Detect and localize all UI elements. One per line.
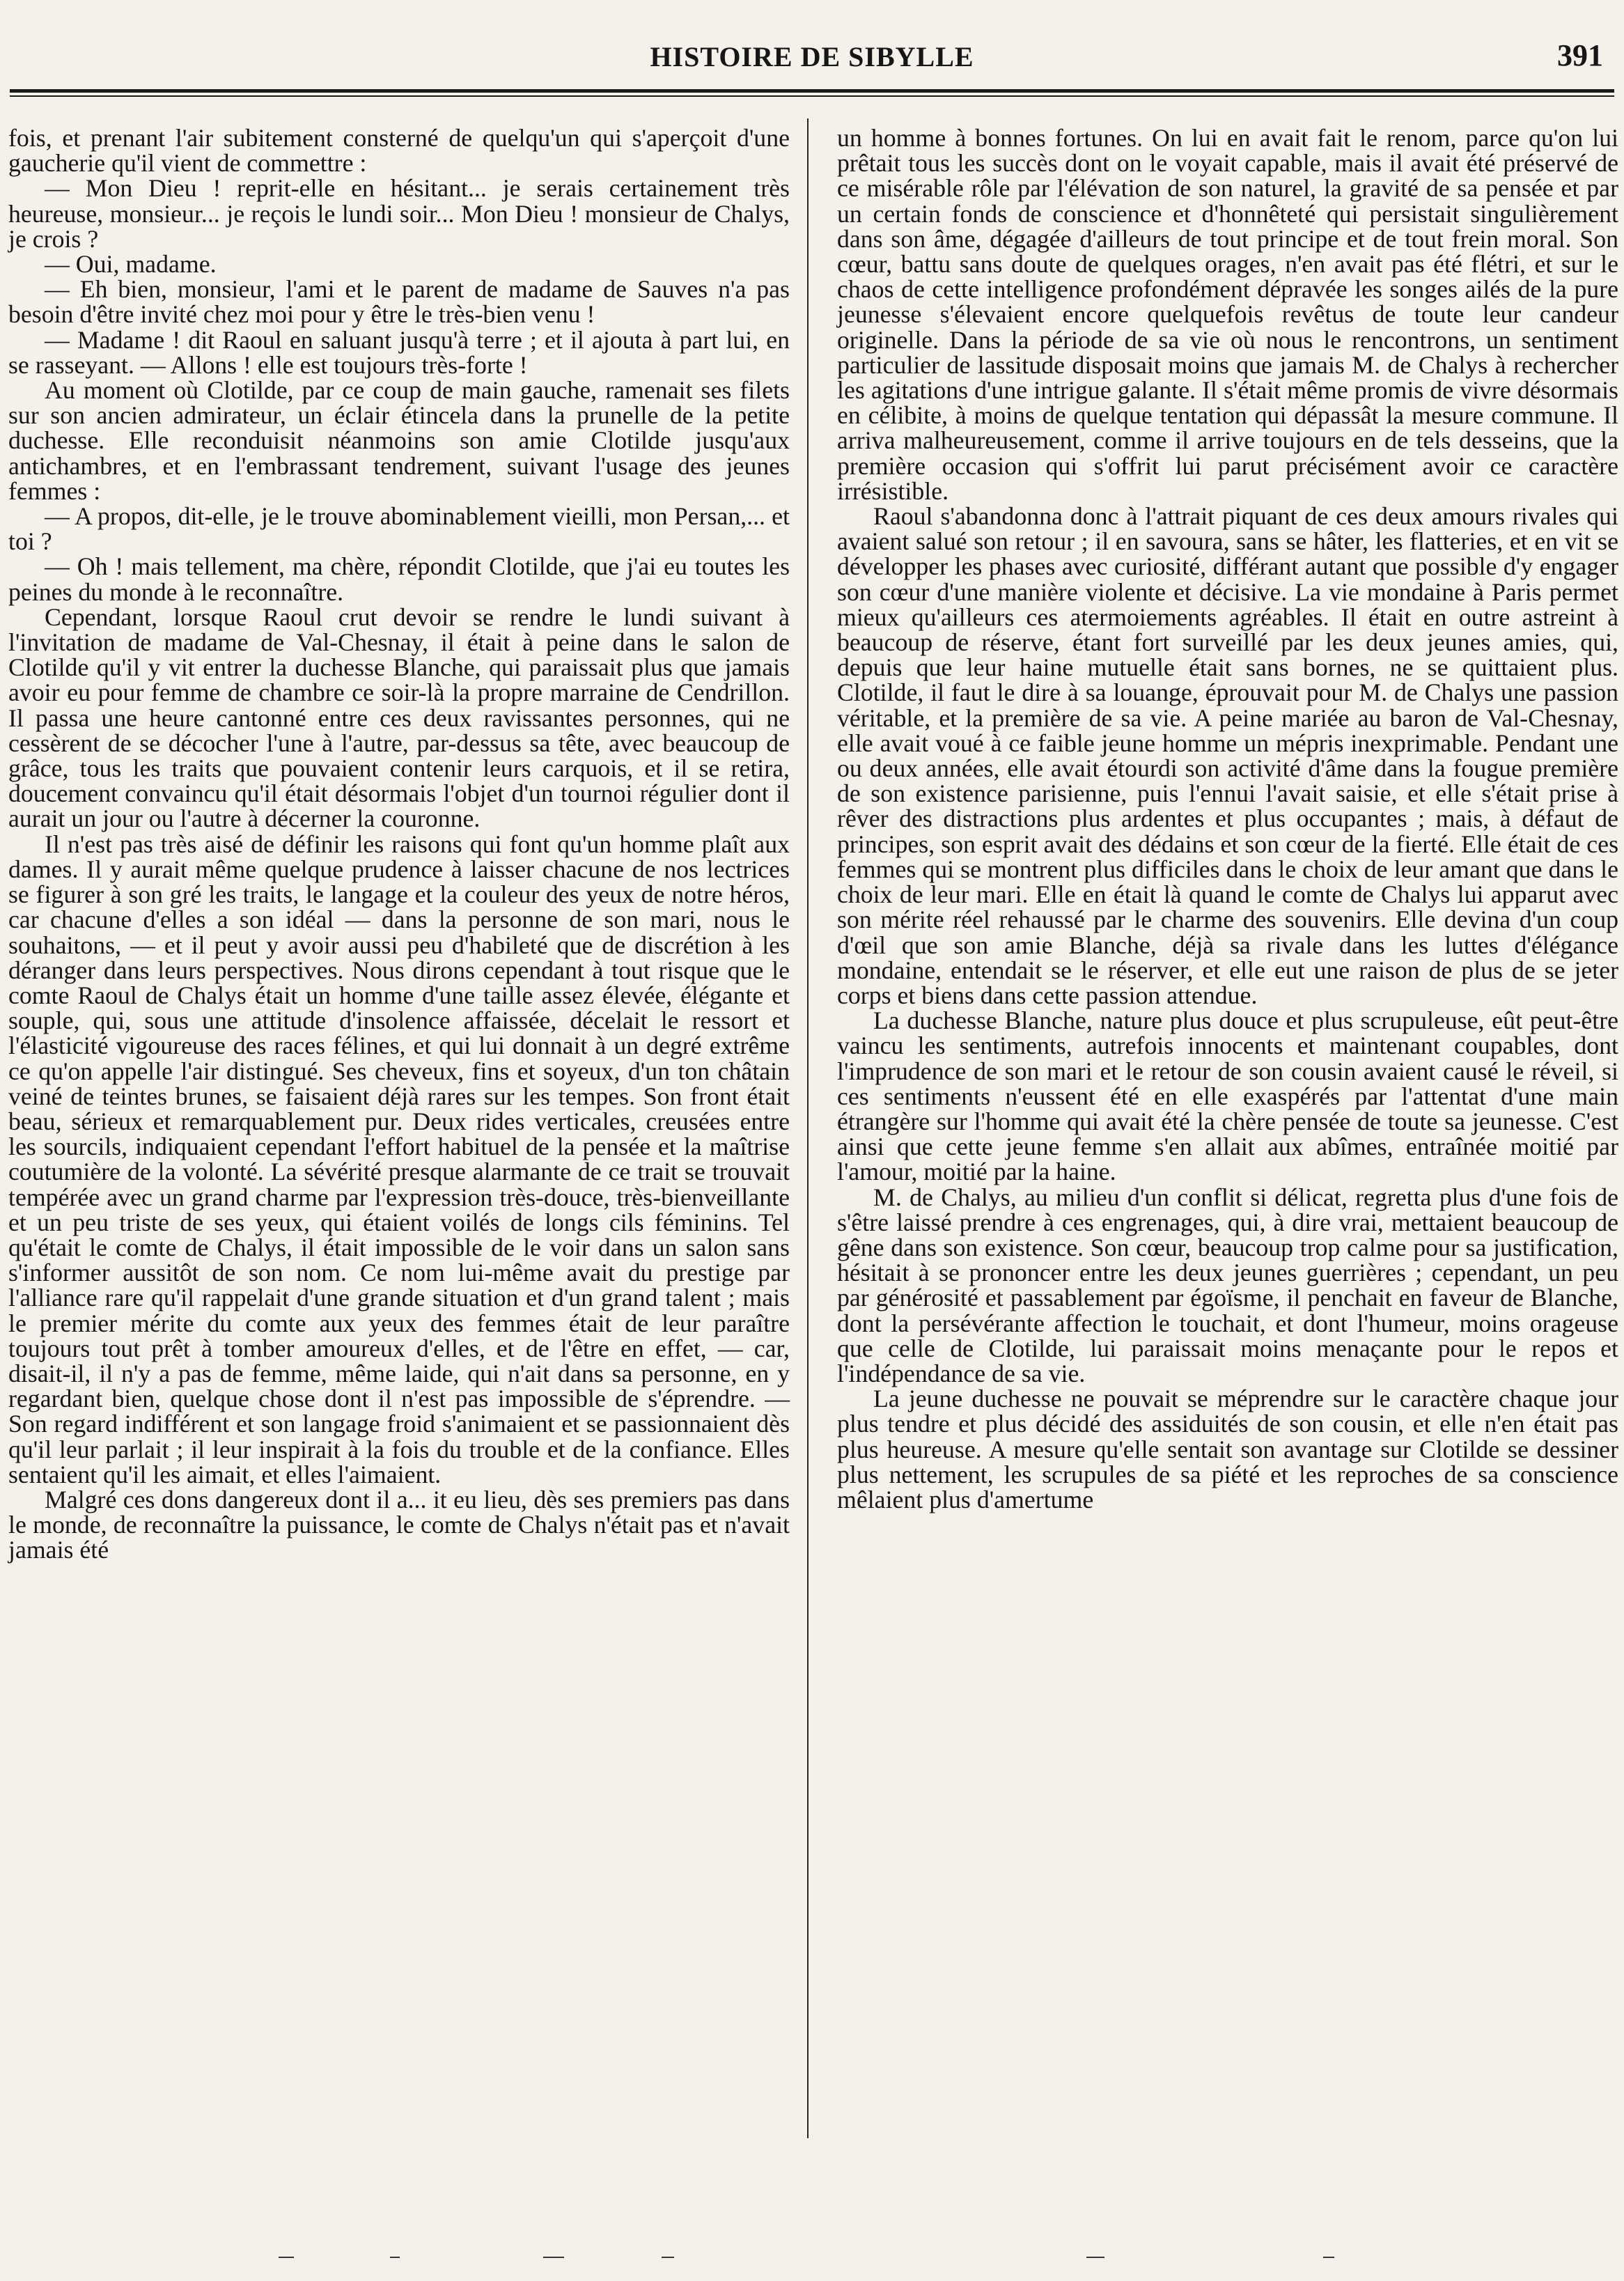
right-column xyxy=(837,125,1618,1512)
column-divider xyxy=(807,118,809,2138)
left-column-paragraph: Il n'est pas très aisé de définir les raisons qui font qu'un homme plaît aux dames. Il y aurait même quelque prudence à laisser chacune de nos lectrices se figurer à son gré les traits, le langage et la couleur des yeux de notre héros, car chacune d'elles a son idéal — dans la personne de son mari, nous le souhaitons, — et il peut y avoir aussi peu d'habileté que de discrétion à les déranger dans leurs perspectives. Nous dirons cependant à tout risque que le comte Raoul de Chalys était un homme d'une taille assez élevée, élégante et souple, qui, sous une attitude d'insolence affaissée, décelait le ressort et l'élasticité vigoureuse des races félines, et qui lui donnait à un degré extrême ce qu'on appelle l'air distingué. Ses cheveux, fins et soyeux, d'un ton châtain veiné de teintes brunes, se faisaient déjà rares sur les tempes. Son front était beau, sérieux et remarquablement pur. Deux rides verticales, creusées entre les sourcils, indiquaient cependant l'effort habituel de la pensée et la maîtrise coutumière de la volonté. La sévérité presque alarmante de ce trait se trouvait tempérée avec un grand charme par l'expression très-douce, très-bienveillante et un peu triste de ses yeux, qui étaient voilés de longs cils féminins. Tel qu'était le comte de Chalys, il était impossible de le voir dans un salon sans s'informer aussitôt de son nom. Ce nom lui-même avait du prestige par l'alliance rare qu'il rappelait d'une grande situation et d'un grand talent ; mais le premier mérite du comte aux yeux des femmes était de leur paraître toujours tout prêt à tomber amoureux d'elles, et de l'être en effet, — car, disait-il, il n'y a pas de femme, même laide, qui n'ait dans sa personne, en y regardant bien, quelque chose dont il n'est pas impossible de s'éprendre. — Son regard indifférent et son langage froid s'animaient et se passionnaient dès qu'il leur parlait ; il leur inspirait à la fois du trouble et de la confiance. Elles sentaient qu'il les aimait, et elles l'aimaient. xyxy=(8,830,790,1488)
header-rule-thick xyxy=(10,89,1614,93)
header-rule-thin xyxy=(10,95,1614,97)
left-column-paragraph: — Eh bien, monsieur, l'ami et le parent de madame de Sauves n'a pas besoin d'être invité chez moi pour y être le très-bien venu ! xyxy=(8,275,790,329)
right-column-paragraph: La jeune duchesse ne pouvait se méprendre sur le caractère chaque jour plus tendre et plus décidé des assiduités de son cousin, et elle n'en était pas plus heureuse. A mesure qu'elle sentait son avantage sur Clotilde se dessiner plus nettement, les scrupules de sa piété et les reproches de sa conscience mêlaient plus d'amertume xyxy=(837,1385,1618,1513)
bottom-edge-marks xyxy=(0,2257,1624,2271)
left-column-paragraph: — Mon Dieu ! reprit-elle en hésitant... je serais certainement très heureuse, monsieur... je reçois le lundi soir... Mon Dieu ! monsieur de Chalys, je crois ? xyxy=(8,174,790,253)
left-column xyxy=(8,125,790,1563)
left-column-paragraph: — Oui, madame. xyxy=(45,250,217,279)
left-column-paragraph: — Oh ! mais tellement, ma chère, répondit Clotilde, que j'ai eu toutes les peines du monde à le reconnaître. xyxy=(8,552,790,606)
right-column-paragraph: La duchesse Blanche, nature plus douce et plus scrupuleuse, eût peut-être vaincu les sentiments, autrefois innocents et maintenant coupables, dont l'imprudence de son mari et le retour de son cousin avaient causé le réveil, si ces sentiments n'eussent été en elle exaspérés par l'attentat d'une main étrangère sur l'homme qui avait été la chère pensée de toute sa jeunesse. C'est ainsi que cette jeune femme s'en allait aux abîmes, entraînée moitié par l'amour, moitié par la haine. xyxy=(837,1006,1618,1186)
page-number: 391 xyxy=(1557,38,1603,72)
left-column-paragraph: — Madame ! dit Raoul en saluant jusqu'à terre ; et il ajouta à part lui, en se rasseyant. — Allons ! elle est toujours très-forte ! xyxy=(8,325,790,379)
left-column-paragraph: Malgré ces dons dangereux dont il a... it eu lieu, dès ses premiers pas dans le monde, de reconnaître la puissance, le comte de Chalys n'était pas et n'avait jamais été xyxy=(8,1485,790,1564)
page-header xyxy=(0,20,1624,75)
left-column-paragraph: fois, et prenant l'air subitement consterné de quelqu'un qui s'aperçoit d'une gaucherie qu'il vient de commettre : xyxy=(8,124,790,178)
right-column-paragraph: un homme à bonnes fortunes. On lui en avait fait le renom, parce qu'on lui prêtait tous les succès dont on le voyait capable, mais il avait été préservé de ce misérable rôle par l'élévation de son naturel, la gravité de sa pensée et par un certain fonds de conscience et d'honnêteté qui persistait singulièrement dans son âme, dégagée d'ailleurs de tout principe et de tout frein moral. Son cœur, battu sans doute de quelques orages, n'en avait pas été flétri, et sur le chaos de cette intelligence profondément dépravée les songes ailés de la pure jeunesse s'élevaient encore quelquefois revêtus de toute leur candeur originelle. Dans la période de sa vie où nous le rencontrons, un sentiment particulier de lassitude disposait moins que jamais M. de Chalys à rechercher les agitations d'une intrigue galante. Il s'était même promis de vivre désormais en célibite, à moins de quelque tentation qui dépassât la mesure commune. Il arriva malheureusement, comme il arrive toujours en de tels desseins, que la première occasion qui s'offrit lui parut précisément avoir ce caractère irrésistible. xyxy=(837,124,1618,505)
left-column-paragraph: — A propos, dit-elle, je le trouve abominablement vieilli, mon Persan,... et toi ? xyxy=(8,502,790,556)
right-column-paragraph: M. de Chalys, au milieu d'un conflit si délicat, regretta plus d'une fois de s'être laissé prendre à ces engrenages, qui, à dire vrai, mettaient beaucoup de gêne dans son existence. Son cœur, beaucoup trop calme pour sa justification, hésitait à se prononcer entre les deux jeunes guerrières ; cependant, un peu par générosité et passablement par égoïsme, il penchait en faveur de Blanche, dont la persévérante affection le touchait, et dont l'humeur, moins orageuse que celle de Clotilde, lui paraissait moins menaçante pour le repos et l'indépendance de sa vie. xyxy=(837,1183,1618,1387)
left-column-paragraph: Cependant, lorsque Raoul crut devoir se rendre le lundi suivant à l'invitation de madame de Val-Chesnay, il était à peine dans le salon de Clotilde qu'il y vit entrer la duchesse Blanche, qui paraissait plus que jamais avoir eu pour femme de chambre ce soir-là la propre marraine de Cendrillon. Il passa une heure cantonné entre ces deux ravissantes personnes, qui ne cessèrent de se décocher l'une à l'autre, par-dessus sa tête, avec beaucoup de grâce, tous les traits que pouvaient contenir leurs carquois, et il se retira, doucement convaincu qu'il était désormais l'objet d'un tournoi régulier dont il aurait un jour ou l'autre à décerner la couronne. xyxy=(8,602,790,833)
right-column-paragraph: Raoul s'abandonna donc à l'attrait piquant de ces deux amours rivales qui avaient salué son retour ; il en savoura, sans se hâter, les flatteries, et en vit se développer les phases avec curiosité, différant autant que possible d'y engager son cœur d'une manière violente et décisive. La vie mondaine à Paris permet mieux qu'ailleurs ces atermoiements agréables. Il était en outre astreint à beaucoup de réserve, étant fort surveillé par les deux jeunes amies, qui, depuis que leur haine mutuelle était sans bornes, ne se quittaient plus. Clotilde, il faut le dire à sa louange, éprouvait pour M. de Chalys une passion véritable, et la première de sa vie. A peine mariée au baron de Val-Chesnay, elle avait voué à ce faible jeune homme un mépris inexprimable. Pendant une ou deux années, elle avait étourdi son activité d'âme dans la fougue première de son existence parisienne, puis l'ennui l'avait saisie, et elle s'était prise à rêver des distractions plus ardentes et plus occupantes ; mais, à défaut de principes, son esprit avait des dédains et son cœur de la fierté. Elle était de ces femmes qui se montrent plus difficiles dans le choix de leur amant que dans le choix de leur mari. Elle en était là quand le comte de Chalys lui apparut avec son mérite réel rehaussé par le charme des souvenirs. Elle devina d'un coup d'œil que son amie Blanche, déjà sa rivale dans les luttes d'élégance mondaine, entendait se le réserver, et elle eut une raison de plus de se jeter corps et biens dans cette passion attendue. xyxy=(837,502,1618,1009)
left-column-paragraph: Au moment où Clotilde, par ce coup de main gauche, ramenait ses filets sur son ancien admirateur, un éclair étincela dans la prunelle de la petite duchesse. Elle reconduisit néanmoins son amie Clotilde jusqu'aux antichambres, et en l'embrassant tendrement, suivant l'usage des jeunes femmes : xyxy=(8,376,790,505)
running-title: HISTOIRE DE SIBYLLE xyxy=(650,41,974,72)
